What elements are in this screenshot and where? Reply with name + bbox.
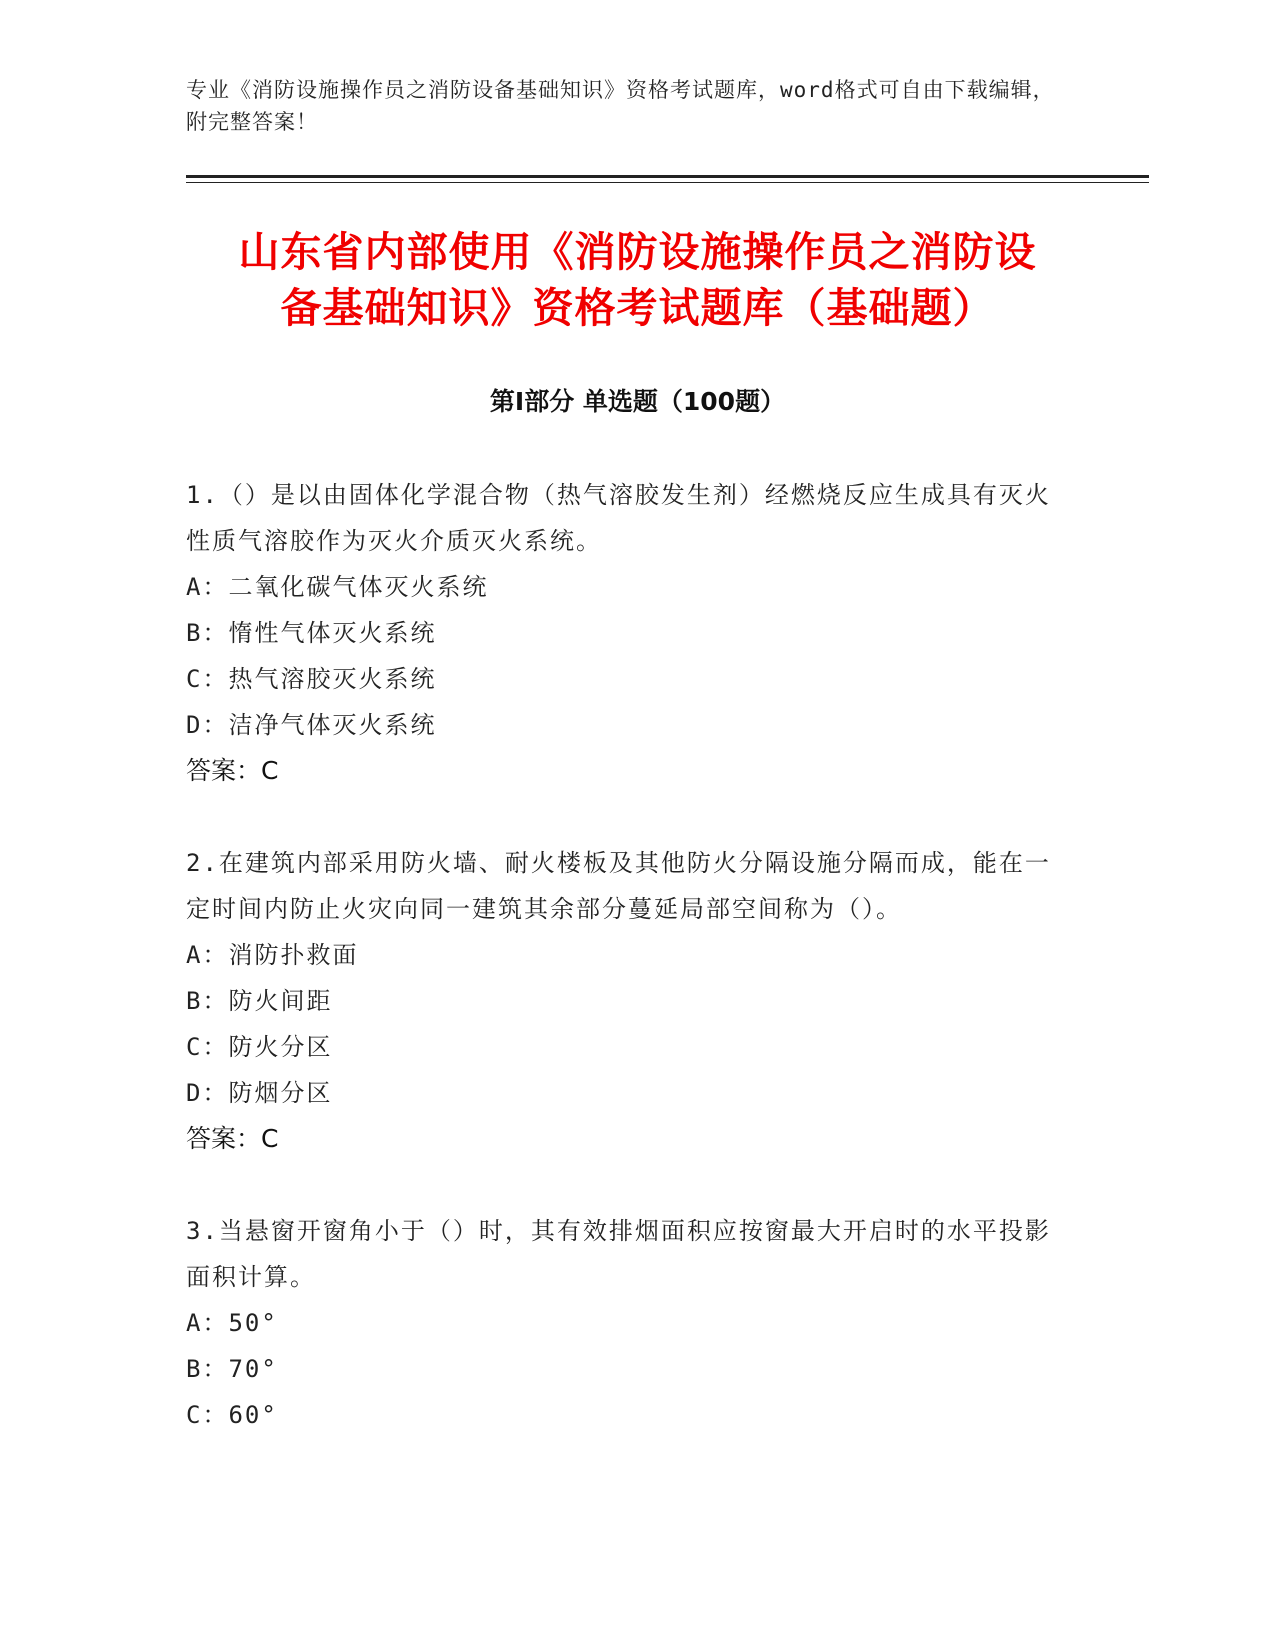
option-c: C：防火分区	[186, 1033, 333, 1061]
question-1	[186, 472, 1056, 794]
option-d: D：防烟分区	[186, 1079, 333, 1107]
answer: 答案：C	[186, 1124, 279, 1153]
question-2	[186, 840, 1056, 1162]
question-stem: 2.在建筑内部采用防火墙、耐火楼板及其他防火分隔设施分隔而成，能在一定时间内防止火灾向同一建筑其余部分蔓延局部空间称为（）。	[186, 849, 1051, 923]
option-c: C：60°	[186, 1401, 278, 1429]
header-note: 专业《消防设施操作员之消防设备基础知识》资格考试题库，word格式可自由下载编辑，附完整答案！	[186, 78, 1055, 134]
question-3	[186, 1208, 1056, 1438]
header-divider-thick	[186, 175, 1149, 178]
question-list	[186, 472, 1056, 1484]
answer: 答案：C	[186, 756, 279, 785]
option-c: C：热气溶胶灭火系统	[186, 665, 437, 693]
option-b: B：防火间距	[186, 987, 333, 1015]
option-b: B：惰性气体灭火系统	[186, 619, 437, 647]
option-b: B：70°	[186, 1355, 278, 1383]
section-heading: 第I部分 单选题（100题）	[489, 387, 786, 416]
header-divider-thin	[186, 182, 1149, 183]
option-a: A：消防扑救面	[186, 941, 359, 969]
title-line-1: 山东省内部使用《消防设施操作员之消防设	[238, 228, 1037, 276]
question-stem: 1.（）是以由固体化学混合物（热气溶胶发生剂）经燃烧反应生成具有灭火性质气溶胶作为灭火介质灭火系统。	[186, 481, 1051, 555]
option-a: A：50°	[186, 1309, 278, 1337]
title-line-2: 备基础知识》资格考试题库（基础题）	[280, 284, 995, 332]
option-a: A：二氧化碳气体灭火系统	[186, 573, 489, 601]
option-d: D：洁净气体灭火系统	[186, 711, 437, 739]
document-title	[186, 224, 1089, 336]
question-stem: 3.当悬窗开窗角小于（）时，其有效排烟面积应按窗最大开启时的水平投影面积计算。	[186, 1217, 1051, 1291]
